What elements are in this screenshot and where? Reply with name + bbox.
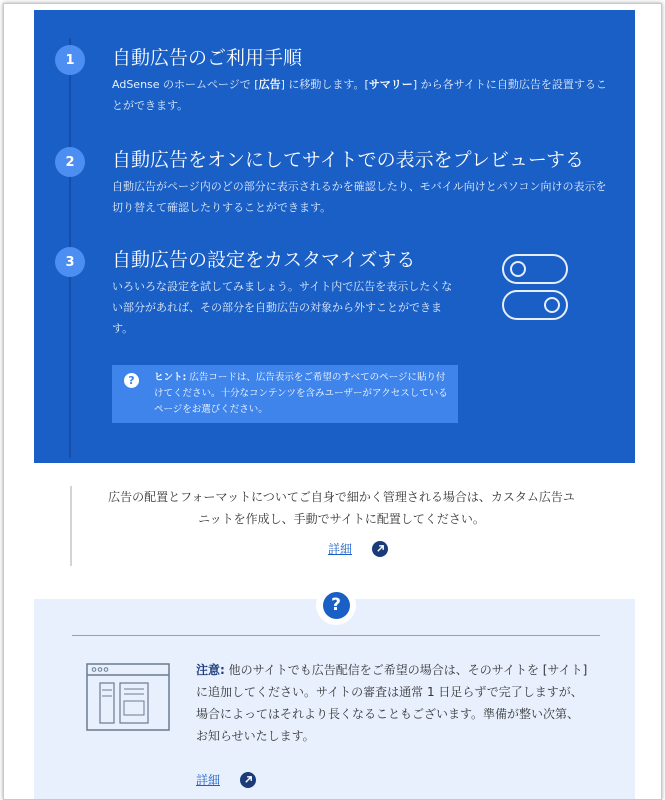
hint-text: 広告コードは、広告表示をご希望のすべてのページに貼り付けてください。十分なコンテンツを含みユーザーがアクセスしているページをお選びください。 — [154, 372, 448, 415]
step-3-body: いろいろな設定を試してみましょう。サイト内で広告を表示したくない部分があれば、その部分を自動広告の対象から外すことができます。 — [112, 280, 453, 335]
custom-details-link[interactable] — [328, 540, 388, 557]
note-details-link[interactable] — [196, 771, 256, 788]
note-text — [196, 659, 588, 747]
step-2-title: 自動広告をオンにしてサイトでの表示をプレビューする — [112, 149, 584, 171]
note-label: 注意: — [196, 663, 225, 677]
toggle-on-icon — [502, 290, 568, 320]
hint-label: ヒント: — [154, 372, 187, 383]
custom-ad-text: 広告の配置とフォーマットについてご自身で細かく管理される場合は、カスタム広告ユニットを作成し、手動でサイトに配置してください。 — [108, 490, 575, 526]
custom-ad-section — [70, 486, 592, 566]
toggle-knob — [544, 297, 560, 313]
external-arrow-icon — [240, 772, 256, 788]
step-2-number: 2 — [55, 147, 85, 177]
note-body: 他のサイトでも広告配信をご希望の場合は、そのサイトを [サイト] に追加してください。サイトの審査は通常 1 日足らずで完了しますが、場合によってはそれより長くなることもございます。準備が整い次第、お知らせいたします。 — [196, 663, 588, 743]
step-3-number: 3 — [55, 247, 85, 277]
note-details-label[interactable]: 詳細 — [196, 773, 221, 787]
step-2-body: 自動広告がページ内のどの部分に表示されるかを確認したり、モバイル向けとパソコン向けの表示を切り替えて確認したりすることができます。 — [112, 180, 607, 214]
help-icon: ? — [323, 592, 350, 619]
steps-panel — [34, 10, 635, 463]
hint-box — [112, 365, 458, 423]
toggle-off-icon — [502, 254, 568, 284]
toggle-knob — [510, 261, 526, 277]
custom-details-label[interactable]: 詳細 — [328, 542, 353, 556]
page-frame — [3, 3, 662, 800]
help-circle — [316, 585, 356, 625]
note-divider — [72, 635, 600, 636]
external-arrow-icon — [372, 541, 388, 557]
step-3-title: 自動広告の設定をカスタマイズする — [112, 249, 416, 271]
question-icon: ? — [124, 373, 139, 388]
step-1-body: AdSense のホームページで [広告] に移動します。[サマリー] から各サイトに自動広告を設置することができます。 — [112, 78, 607, 112]
browser-window-icon — [86, 663, 170, 731]
note-section — [34, 595, 635, 800]
step-1-title: 自動広告のご利用手順 — [112, 47, 303, 69]
step-1-number: 1 — [55, 45, 85, 75]
